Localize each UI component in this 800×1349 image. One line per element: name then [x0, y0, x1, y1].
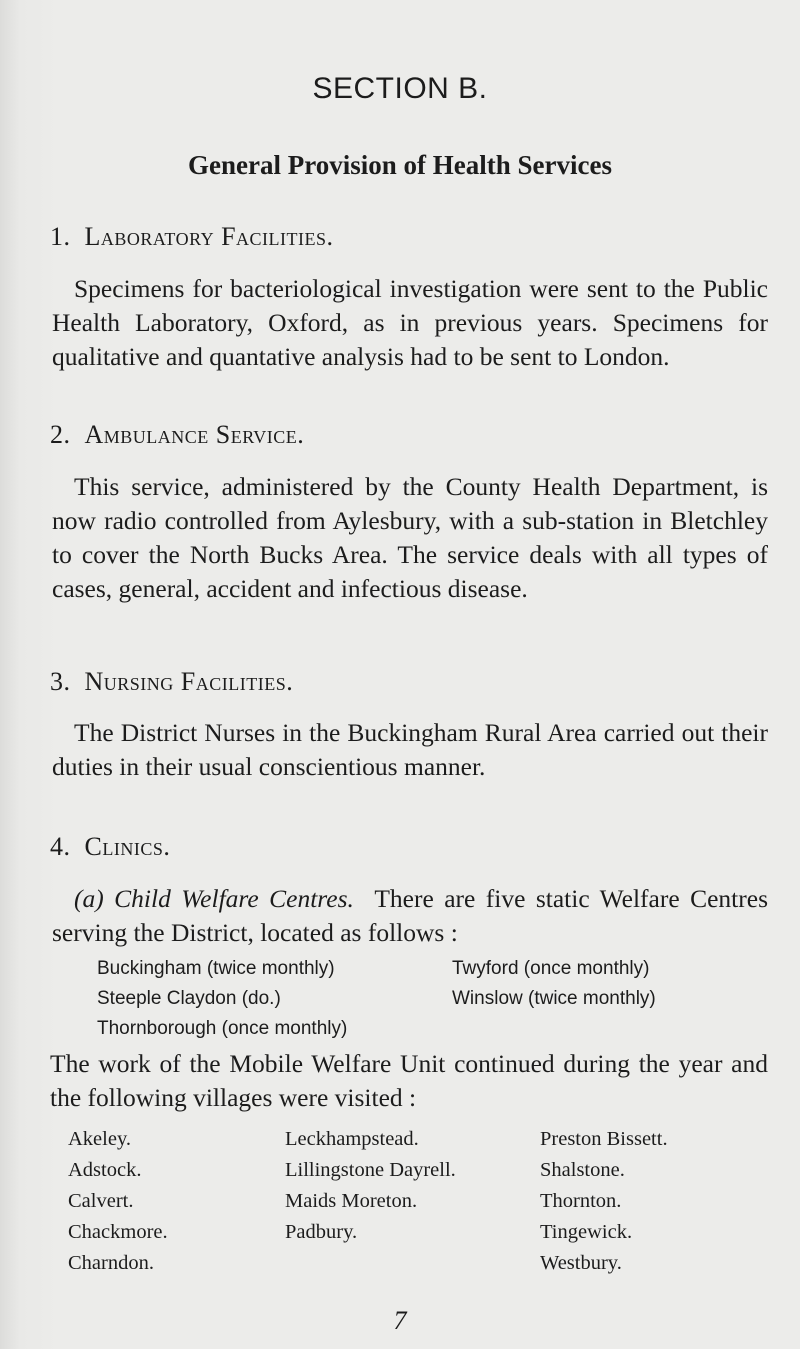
- village-item: Westbury.: [540, 1252, 622, 1274]
- section-2-title-text: Ambulance Service.: [84, 420, 305, 449]
- section-2-number: 2.: [50, 420, 71, 449]
- section-1-paragraph: Specimens for bacteriological investigation were sent to the Public Health Laboratory, Oxford, as in previous years. Specimens for qualitative and quantative analysis had to be sent to London.: [52, 274, 768, 371]
- section-4-number: 4.: [50, 832, 71, 861]
- village-item: Shalstone.: [540, 1159, 625, 1181]
- village-item: Leckhampstead.: [285, 1128, 419, 1150]
- centre-item: Steeple Claydon (do.): [97, 988, 281, 1009]
- clinic-sub-title: Child Welfare Centres.: [114, 884, 354, 913]
- centre-item: Buckingham (twice monthly): [97, 958, 335, 979]
- village-item: Chackmore.: [68, 1221, 168, 1243]
- villages-column-1: [68, 1124, 168, 1279]
- section-3-title-text: Nursing Facilities.: [84, 667, 294, 696]
- village-item: Charndon.: [68, 1252, 154, 1274]
- centre-item: Thornborough (once monthly): [97, 1018, 348, 1039]
- section-1-title-text: Laboratory Facilities.: [84, 222, 334, 251]
- main-title: General Provision of Health Services: [188, 150, 612, 180]
- village-item: Adstock.: [68, 1159, 142, 1181]
- centre-item: Winslow (twice monthly): [452, 988, 656, 1009]
- section-heading: SECTION B.: [312, 72, 488, 105]
- section-4-title-text: Clinics.: [84, 832, 171, 861]
- section-1-title: [50, 222, 334, 252]
- section-3-title: [50, 667, 293, 697]
- section-1-number: 1.: [50, 222, 71, 251]
- village-item: Preston Bissett.: [540, 1128, 668, 1150]
- section-4-title: [50, 832, 170, 862]
- section-2-paragraph: This service, administered by the County Health Department, is now radio controlled from Aylesbury, with a sub-station in Bletchley to cover the North Bucks Area. The service deals with all types of cases, general, accident and infectious disease.: [52, 472, 768, 603]
- village-item: Lillingstone Dayrell.: [285, 1159, 456, 1181]
- villages-column-2: [285, 1124, 456, 1248]
- page-number: 7: [393, 1306, 407, 1335]
- villages-column-3: [540, 1124, 668, 1279]
- village-item: Padbury.: [285, 1221, 358, 1243]
- village-item: Maids Moreton.: [285, 1190, 418, 1212]
- clinic-intro-text: There are five static Welfare Centres serving the District, located as follows :: [52, 884, 768, 947]
- centre-item: Twyford (once monthly): [452, 958, 650, 979]
- section-4-paragraph: [52, 882, 768, 950]
- section-3-number: 3.: [50, 667, 71, 696]
- village-item: Tingewick.: [540, 1221, 633, 1243]
- clinic-sub-label: (a): [74, 884, 104, 913]
- section-3-paragraph: The District Nurses in the Buckingham Rural Area carried out their duties in their usual conscientious manner.: [52, 718, 768, 781]
- village-item: Calvert.: [68, 1190, 134, 1212]
- village-item: Akeley.: [68, 1128, 131, 1150]
- section-2-title: [50, 420, 304, 450]
- mobile-unit-paragraph: The work of the Mobile Welfare Unit continued during the year and the following villages were visited :: [50, 1049, 768, 1112]
- village-item: Thornton.: [540, 1190, 622, 1212]
